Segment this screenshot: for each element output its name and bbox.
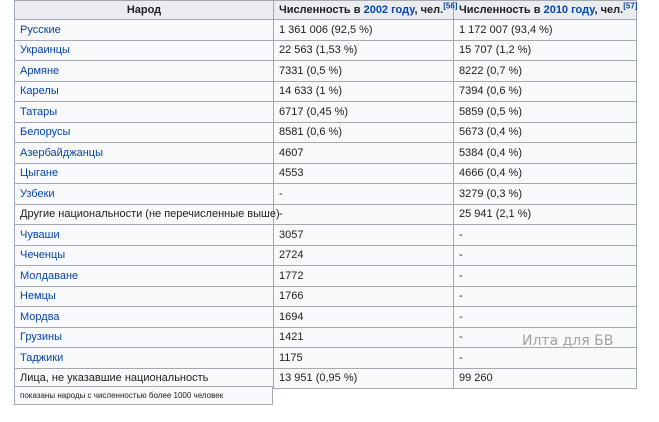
table-row	[15, 348, 637, 369]
link-2002-year[interactable]: 2002 году	[363, 4, 415, 16]
people-link[interactable]: Грузины	[20, 331, 63, 344]
count-2002-cell: 4553	[274, 163, 454, 184]
count-2002-cell: 1766	[274, 286, 454, 307]
table-row	[15, 204, 637, 225]
table-row	[15, 184, 637, 205]
ref-57[interactable]: [57]	[623, 1, 638, 11]
people-cell[interactable]	[15, 163, 274, 184]
table-row	[15, 245, 637, 266]
people-link[interactable]: Мордва	[20, 310, 60, 323]
people-link[interactable]: Украинцы	[20, 44, 70, 57]
count-2010-cell: 25 941 (2,1 %)	[454, 204, 637, 225]
table-row	[15, 81, 637, 102]
count-2010-cell: -	[454, 327, 637, 348]
count-2002-cell: 22 563 (1,53 %)	[274, 40, 454, 61]
count-2010-cell: 5384 (0,4 %)	[454, 143, 637, 164]
count-2002-cell: 1694	[274, 307, 454, 328]
people-cell[interactable]	[15, 40, 274, 61]
people-cell: Лица, не указавшие национальность	[15, 368, 274, 389]
people-cell[interactable]	[15, 307, 274, 328]
ref-56[interactable]: [56]	[443, 1, 458, 11]
people-cell[interactable]	[15, 61, 274, 82]
header-2010-prefix: Численность в	[459, 4, 544, 16]
people-cell[interactable]	[15, 245, 274, 266]
count-2002-cell: -	[274, 184, 454, 205]
people-link[interactable]: Чуваши	[20, 228, 60, 241]
people-cell[interactable]	[15, 81, 274, 102]
footnote: показаны народы с численностью более 1000 человек	[14, 386, 273, 405]
count-2010-cell: 5673 (0,4 %)	[454, 122, 637, 143]
count-2010-cell: 15 707 (1,2 %)	[454, 40, 637, 61]
people-cell[interactable]	[15, 348, 274, 369]
count-2010-cell: -	[454, 286, 637, 307]
table-header-row	[15, 1, 637, 20]
count-2010-cell: 3279 (0,3 %)	[454, 184, 637, 205]
count-2010-cell: -	[454, 307, 637, 328]
header-2010[interactable]	[454, 1, 637, 20]
people-cell[interactable]	[15, 225, 274, 246]
count-2010-cell: 7394 (0,6 %)	[454, 81, 637, 102]
people-link[interactable]: Узбеки	[20, 187, 55, 200]
count-2010-cell: -	[454, 225, 637, 246]
count-2002-cell: 1772	[274, 266, 454, 287]
count-2002-cell: -	[274, 204, 454, 225]
table-row	[15, 143, 637, 164]
people-link[interactable]: Армяне	[20, 64, 60, 77]
count-2010-cell: 8222 (0,7 %)	[454, 61, 637, 82]
count-2002-cell: 1421	[274, 327, 454, 348]
table-row	[15, 20, 637, 41]
people-link[interactable]: Чеченцы	[20, 249, 66, 262]
count-2002-cell: 1175	[274, 348, 454, 369]
count-2002-cell: 13 951 (0,95 %)	[274, 368, 454, 389]
header-2002-suffix: , чел.	[414, 4, 444, 16]
people-link[interactable]: Цыгане	[20, 167, 59, 180]
people-link[interactable]: Русские	[20, 23, 61, 36]
count-2002-cell: 3057	[274, 225, 454, 246]
count-2002-cell: 14 633 (1 %)	[274, 81, 454, 102]
people-cell[interactable]	[15, 20, 274, 41]
count-2010-cell: 5859 (0,5 %)	[454, 102, 637, 123]
header-2002-prefix: Численность в	[279, 4, 364, 16]
people-link[interactable]: Немцы	[20, 290, 56, 303]
count-2002-cell: 2724	[274, 245, 454, 266]
people-link[interactable]: Азербайджанцы	[20, 146, 103, 159]
people-cell: Другие национальности (не перечисленные выше)	[15, 204, 274, 225]
table-row	[15, 286, 637, 307]
people-cell[interactable]	[15, 286, 274, 307]
count-2010-cell: 1 172 007 (93,4 %)	[454, 20, 637, 41]
people-link[interactable]: Таджики	[20, 351, 64, 364]
count-2010-cell: 4666 (0,4 %)	[454, 163, 637, 184]
count-2002-cell: 6717 (0,45 %)	[274, 102, 454, 123]
count-2010-cell: -	[454, 266, 637, 287]
people-cell[interactable]	[15, 102, 274, 123]
header-2002[interactable]	[274, 1, 458, 20]
count-2002-cell: 1 361 006 (92,5 %)	[274, 20, 454, 41]
people-link[interactable]: Татары	[20, 105, 58, 118]
table-row	[15, 225, 637, 246]
count-2010-cell: -	[454, 348, 637, 369]
table-row	[15, 163, 637, 184]
people-cell[interactable]	[15, 266, 274, 287]
count-2010-cell: 99 260	[454, 368, 637, 389]
table-row	[15, 61, 637, 82]
people-cell[interactable]	[15, 184, 274, 205]
people-link[interactable]: Молдаване	[20, 269, 79, 282]
people-link[interactable]: Белорусы	[20, 126, 71, 139]
table-row	[15, 102, 637, 123]
link-2010-year[interactable]: 2010 году	[543, 4, 595, 16]
people-cell[interactable]	[15, 143, 274, 164]
table-row	[15, 266, 637, 287]
header-people[interactable]: Народ	[15, 1, 274, 20]
count-2002-cell: 7331 (0,5 %)	[274, 61, 454, 82]
count-2002-cell: 4607	[274, 143, 454, 164]
people-cell[interactable]	[15, 327, 274, 348]
count-2002-cell: 8581 (0,6 %)	[274, 122, 454, 143]
people-link[interactable]: Карелы	[20, 85, 59, 98]
population-table	[14, 0, 637, 389]
table-row	[15, 307, 637, 328]
count-2010-cell: -	[454, 245, 637, 266]
watermark: Илта для БВ	[522, 333, 614, 349]
table-row	[15, 40, 637, 61]
table-row	[15, 122, 637, 143]
header-2010-suffix: , чел.	[594, 4, 624, 16]
people-cell[interactable]	[15, 122, 274, 143]
